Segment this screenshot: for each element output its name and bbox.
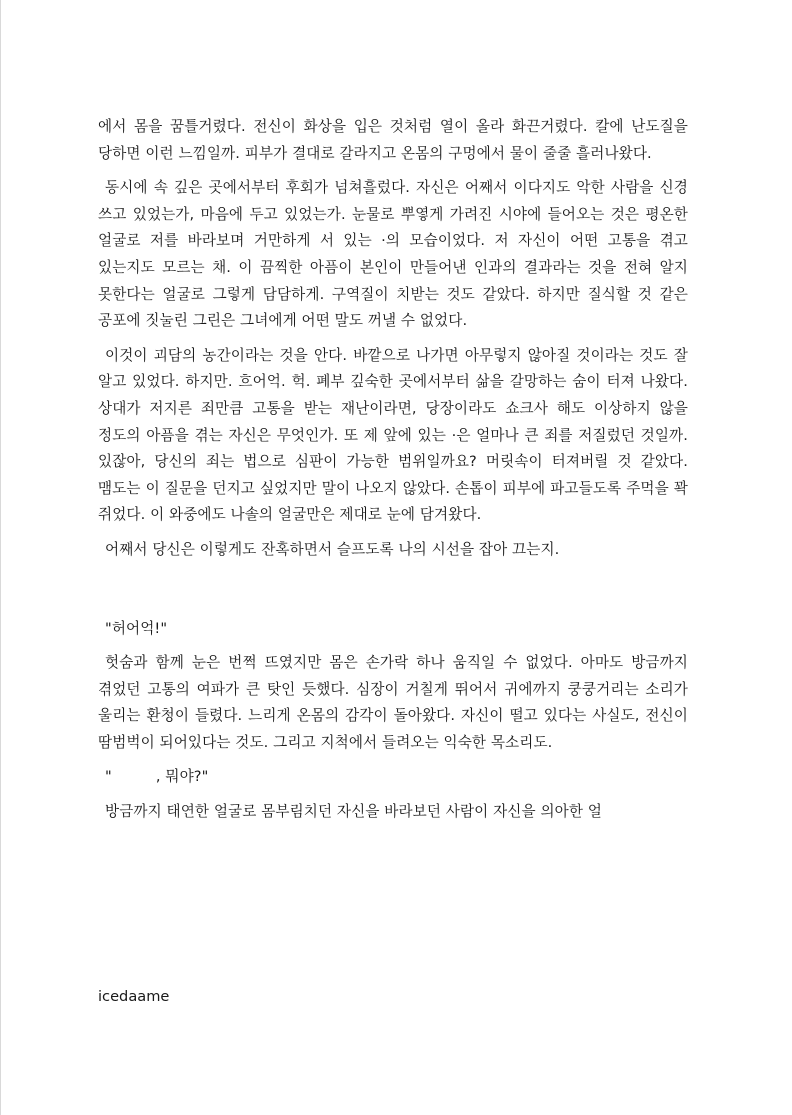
- paragraph-3: 이것이 괴담의 농간이라는 것을 안다. 바깥으로 나가면 아무렇지 않아질 것이라는 것도 잘 알고 있었다. 하지만. 흐어억. 헉. 폐부 깊숙한 곳에서부터 삶을 갈망하는 숨이 터져 나왔다. 상대가 저지른 죄만큼 고통을 받는 재난이라면, 당장이라도 쇼크사 해도 이상하지 않을 정도의 아픔을 겪는 자신은 무엇인가. 또 제 앞에 있는 ·은 얼마나 큰 죄를 저질렀던 것일까. 있잖아, 당신의 죄는 법으로 심판이 가능한 범위일까요? 머릿속이 터져버릴 것 같았다. 맴도는 이 질문을 던지고 싶었지만 말이 나오지 않았다. 손톱이 피부에 파고들도록 주먹을 꽉 쥐었다. 이 와중에도 나솔의 얼굴만은 제대로 눈에 담겨왔다.: [98, 346, 688, 524]
- paragraph-6: 방금까지 태연한 얼굴로 몸부림치던 자신을 바라보던 사람이 자신을 의아한 얼: [105, 803, 602, 821]
- paragraph-1: 에서 몸을 꿈틀거렸다. 전신이 화상을 입은 것처럼 열이 올라 화끈거렸다. 칼에 난도질을 당하면 이런 느낌일까. 피부가 결대로 갈라지고 온몸의 구멍에서 물이 줄줄 흘러나왔다.: [98, 118, 688, 162]
- body-text: [98, 114, 688, 834]
- paragraph-2: 동시에 속 깊은 곳에서부터 후회가 넘쳐흘렀다. 자신은 어째서 이다지도 악한 사람을 신경 쓰고 있었는가, 마음에 두고 있었는가. 눈물로 뿌옇게 가려진 시야에 들어오는 것은 평온한 얼굴로 저를 바라보며 거만하게 서 있는 ·의 모습이었다. 저 자신이 어떤 고통을 겪고 있는지도 모르는 채. 이 끔찍한 아픔이 본인이 만들어낸 인과의 결과라는 것을 전혀 알지 못한다는 얼굴로 그렇게 담담하게. 구역질이 치받는 것도 같았다. 하지만 질식할 것 같은 공포에 짓눌린 그린은 그녀에게 어떤 말도 꺼낼 수 없었다.: [98, 179, 688, 330]
- paragraph-5: 헛숨과 함께 눈은 번쩍 뜨였지만 몸은 손가락 하나 움직일 수 없었다. 아마도 방금까지 겪었던 고통의 여파가 큰 탓인 듯했다. 심장이 거칠게 뛰어서 귀에까지 쿵쿵거리는 소리가 울리는 환청이 들렸다. 느리게 온몸의 감각이 돌아왔다. 자신이 떨고 있다는 사실도, 전신이 땀범벅이 되어있다는 것도. 그리고 지척에서 들려오는 익숙한 목소리도.: [98, 654, 688, 751]
- footer-author: icedaame: [98, 988, 170, 1005]
- section-break: [98, 572, 688, 616]
- paragraph-4: 어째서 당신은 이렇게도 잔혹하면서 슬프도록 나의 시선을 잡아 끄는지.: [105, 540, 560, 558]
- dialogue-line-1: "허어억!": [105, 619, 168, 637]
- dialogue-line-2: " , 뭐야?": [105, 768, 209, 786]
